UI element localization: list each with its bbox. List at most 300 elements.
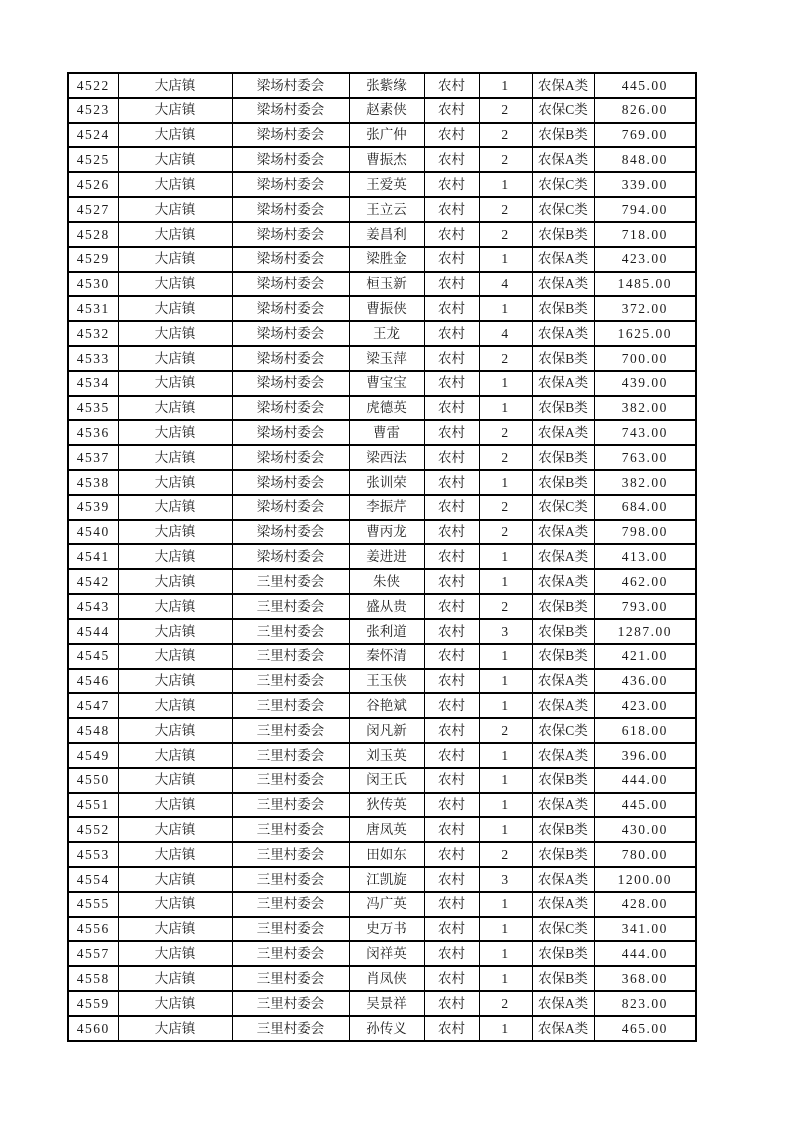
cell-town: 大店镇 [118, 793, 232, 818]
cell-village: 三里村委会 [232, 768, 349, 793]
cell-amount: 700.00 [594, 346, 696, 371]
cell-id: 4549 [68, 743, 118, 768]
cell-village: 梁场村委会 [232, 445, 349, 470]
cell-amount: 823.00 [594, 991, 696, 1016]
cell-amount: 423.00 [594, 247, 696, 272]
cell-name: 虎德英 [349, 396, 424, 421]
table-row [68, 991, 696, 1016]
cell-id: 4525 [68, 147, 118, 172]
cell-amount: 826.00 [594, 98, 696, 123]
cell-amount: 382.00 [594, 470, 696, 495]
cell-residence: 农村 [424, 619, 479, 644]
cell-village: 梁场村委会 [232, 420, 349, 445]
cell-name: 孙传义 [349, 1016, 424, 1041]
cell-amount: 684.00 [594, 495, 696, 520]
cell-town: 大店镇 [118, 445, 232, 470]
cell-name: 梁玉萍 [349, 346, 424, 371]
table-row [68, 743, 696, 768]
cell-village: 梁场村委会 [232, 371, 349, 396]
cell-count: 1 [479, 966, 532, 991]
cell-amount: 780.00 [594, 842, 696, 867]
cell-amount: 382.00 [594, 396, 696, 421]
records-table-container [67, 72, 695, 1042]
cell-id: 4535 [68, 396, 118, 421]
cell-count: 2 [479, 718, 532, 743]
cell-amount: 413.00 [594, 544, 696, 569]
cell-town: 大店镇 [118, 98, 232, 123]
cell-town: 大店镇 [118, 842, 232, 867]
table-row [68, 1016, 696, 1041]
cell-count: 1 [479, 247, 532, 272]
cell-town: 大店镇 [118, 569, 232, 594]
cell-type: 农保A类 [532, 73, 594, 98]
cell-village: 梁场村委会 [232, 296, 349, 321]
cell-amount: 445.00 [594, 73, 696, 98]
cell-count: 2 [479, 222, 532, 247]
cell-village: 梁场村委会 [232, 98, 349, 123]
cell-id: 4528 [68, 222, 118, 247]
cell-type: 农保B类 [532, 619, 594, 644]
cell-amount: 1287.00 [594, 619, 696, 644]
table-row [68, 371, 696, 396]
cell-town: 大店镇 [118, 619, 232, 644]
cell-name: 朱侠 [349, 569, 424, 594]
cell-amount: 430.00 [594, 817, 696, 842]
cell-town: 大店镇 [118, 718, 232, 743]
cell-id: 4552 [68, 817, 118, 842]
cell-name: 姜进进 [349, 544, 424, 569]
cell-id: 4541 [68, 544, 118, 569]
cell-village: 梁场村委会 [232, 396, 349, 421]
cell-town: 大店镇 [118, 172, 232, 197]
cell-residence: 农村 [424, 743, 479, 768]
records-table-body [68, 73, 696, 1041]
cell-count: 2 [479, 842, 532, 867]
cell-residence: 农村 [424, 222, 479, 247]
cell-name: 梁西法 [349, 445, 424, 470]
cell-id: 4539 [68, 495, 118, 520]
cell-type: 农保B类 [532, 296, 594, 321]
table-row [68, 420, 696, 445]
cell-town: 大店镇 [118, 520, 232, 545]
table-row [68, 123, 696, 148]
cell-amount: 372.00 [594, 296, 696, 321]
cell-residence: 农村 [424, 966, 479, 991]
cell-type: 农保A类 [532, 693, 594, 718]
cell-town: 大店镇 [118, 123, 232, 148]
cell-amount: 462.00 [594, 569, 696, 594]
cell-name: 桓玉新 [349, 272, 424, 297]
cell-residence: 农村 [424, 917, 479, 942]
cell-residence: 农村 [424, 272, 479, 297]
cell-name: 张广仲 [349, 123, 424, 148]
cell-count: 1 [479, 470, 532, 495]
cell-type: 农保B类 [532, 123, 594, 148]
cell-type: 农保B类 [532, 941, 594, 966]
cell-name: 吴景祥 [349, 991, 424, 1016]
cell-residence: 农村 [424, 247, 479, 272]
cell-village: 三里村委会 [232, 718, 349, 743]
cell-name: 曹振杰 [349, 147, 424, 172]
cell-type: 农保A类 [532, 147, 594, 172]
cell-town: 大店镇 [118, 420, 232, 445]
table-row [68, 296, 696, 321]
cell-residence: 农村 [424, 892, 479, 917]
cell-amount: 798.00 [594, 520, 696, 545]
cell-residence: 农村 [424, 147, 479, 172]
table-row [68, 73, 696, 98]
cell-name: 狄传英 [349, 793, 424, 818]
cell-id: 4529 [68, 247, 118, 272]
cell-residence: 农村 [424, 569, 479, 594]
table-row [68, 619, 696, 644]
cell-count: 2 [479, 197, 532, 222]
cell-type: 农保C类 [532, 172, 594, 197]
table-row [68, 718, 696, 743]
cell-count: 2 [479, 445, 532, 470]
cell-count: 1 [479, 396, 532, 421]
cell-village: 三里村委会 [232, 867, 349, 892]
cell-type: 农保A类 [532, 321, 594, 346]
cell-residence: 农村 [424, 1016, 479, 1041]
cell-town: 大店镇 [118, 917, 232, 942]
cell-count: 2 [479, 123, 532, 148]
cell-amount: 368.00 [594, 966, 696, 991]
table-row [68, 321, 696, 346]
cell-count: 2 [479, 147, 532, 172]
cell-id: 4557 [68, 941, 118, 966]
cell-village: 三里村委会 [232, 619, 349, 644]
cell-id: 4555 [68, 892, 118, 917]
cell-count: 1 [479, 296, 532, 321]
cell-residence: 农村 [424, 197, 479, 222]
cell-type: 农保C类 [532, 495, 594, 520]
cell-residence: 农村 [424, 73, 479, 98]
cell-village: 三里村委会 [232, 941, 349, 966]
cell-town: 大店镇 [118, 991, 232, 1016]
cell-residence: 农村 [424, 718, 479, 743]
cell-village: 梁场村委会 [232, 73, 349, 98]
cell-count: 1 [479, 793, 532, 818]
cell-type: 农保C类 [532, 197, 594, 222]
cell-type: 农保A类 [532, 669, 594, 694]
cell-town: 大店镇 [118, 544, 232, 569]
cell-village: 梁场村委会 [232, 247, 349, 272]
cell-town: 大店镇 [118, 743, 232, 768]
cell-amount: 848.00 [594, 147, 696, 172]
cell-id: 4556 [68, 917, 118, 942]
cell-name: 闵祥英 [349, 941, 424, 966]
cell-village: 梁场村委会 [232, 172, 349, 197]
cell-village: 三里村委会 [232, 594, 349, 619]
cell-count: 1 [479, 644, 532, 669]
cell-id: 4559 [68, 991, 118, 1016]
cell-type: 农保C类 [532, 917, 594, 942]
cell-residence: 农村 [424, 470, 479, 495]
cell-town: 大店镇 [118, 495, 232, 520]
cell-amount: 1200.00 [594, 867, 696, 892]
cell-id: 4533 [68, 346, 118, 371]
cell-amount: 793.00 [594, 594, 696, 619]
cell-village: 梁场村委会 [232, 147, 349, 172]
cell-count: 1 [479, 917, 532, 942]
cell-village: 梁场村委会 [232, 197, 349, 222]
cell-id: 4550 [68, 768, 118, 793]
table-row [68, 867, 696, 892]
cell-town: 大店镇 [118, 966, 232, 991]
cell-count: 2 [479, 594, 532, 619]
cell-village: 三里村委会 [232, 917, 349, 942]
cell-village: 梁场村委会 [232, 321, 349, 346]
table-row [68, 892, 696, 917]
table-row [68, 941, 696, 966]
cell-town: 大店镇 [118, 371, 232, 396]
cell-id: 4527 [68, 197, 118, 222]
cell-id: 4554 [68, 867, 118, 892]
cell-amount: 445.00 [594, 793, 696, 818]
cell-count: 1 [479, 371, 532, 396]
cell-name: 曹丙龙 [349, 520, 424, 545]
cell-amount: 339.00 [594, 172, 696, 197]
cell-village: 三里村委会 [232, 569, 349, 594]
cell-name: 王爱英 [349, 172, 424, 197]
cell-type: 农保A类 [532, 247, 594, 272]
cell-id: 4548 [68, 718, 118, 743]
cell-residence: 农村 [424, 98, 479, 123]
table-row [68, 272, 696, 297]
cell-residence: 农村 [424, 817, 479, 842]
cell-village: 三里村委会 [232, 991, 349, 1016]
cell-type: 农保A类 [532, 793, 594, 818]
cell-id: 4537 [68, 445, 118, 470]
table-row [68, 594, 696, 619]
cell-village: 三里村委会 [232, 669, 349, 694]
cell-type: 农保B类 [532, 222, 594, 247]
cell-count: 1 [479, 172, 532, 197]
table-row [68, 495, 696, 520]
cell-name: 闵凡新 [349, 718, 424, 743]
cell-count: 1 [479, 941, 532, 966]
cell-town: 大店镇 [118, 197, 232, 222]
cell-residence: 农村 [424, 941, 479, 966]
cell-id: 4558 [68, 966, 118, 991]
cell-count: 1 [479, 669, 532, 694]
cell-type: 农保B类 [532, 594, 594, 619]
cell-count: 2 [479, 98, 532, 123]
cell-name: 闵王氏 [349, 768, 424, 793]
cell-name: 姜昌利 [349, 222, 424, 247]
cell-type: 农保C类 [532, 718, 594, 743]
cell-count: 1 [479, 73, 532, 98]
cell-name: 刘玉英 [349, 743, 424, 768]
cell-amount: 1625.00 [594, 321, 696, 346]
cell-village: 三里村委会 [232, 842, 349, 867]
cell-count: 1 [479, 892, 532, 917]
cell-count: 1 [479, 768, 532, 793]
cell-residence: 农村 [424, 495, 479, 520]
cell-town: 大店镇 [118, 892, 232, 917]
cell-village: 梁场村委会 [232, 495, 349, 520]
cell-type: 农保B类 [532, 768, 594, 793]
cell-village: 梁场村委会 [232, 544, 349, 569]
table-row [68, 817, 696, 842]
table-row [68, 520, 696, 545]
cell-id: 4531 [68, 296, 118, 321]
cell-count: 2 [479, 991, 532, 1016]
cell-count: 3 [479, 867, 532, 892]
cell-name: 王龙 [349, 321, 424, 346]
cell-count: 3 [479, 619, 532, 644]
cell-type: 农保A类 [532, 569, 594, 594]
cell-village: 梁场村委会 [232, 346, 349, 371]
cell-village: 三里村委会 [232, 966, 349, 991]
cell-id: 4540 [68, 520, 118, 545]
cell-name: 唐凤英 [349, 817, 424, 842]
cell-residence: 农村 [424, 768, 479, 793]
cell-id: 4542 [68, 569, 118, 594]
cell-id: 4532 [68, 321, 118, 346]
cell-village: 梁场村委会 [232, 222, 349, 247]
cell-town: 大店镇 [118, 644, 232, 669]
cell-count: 1 [479, 569, 532, 594]
table-row [68, 917, 696, 942]
cell-residence: 农村 [424, 445, 479, 470]
cell-town: 大店镇 [118, 693, 232, 718]
cell-amount: 421.00 [594, 644, 696, 669]
cell-name: 冯广英 [349, 892, 424, 917]
cell-amount: 428.00 [594, 892, 696, 917]
cell-id: 4551 [68, 793, 118, 818]
cell-name: 田如东 [349, 842, 424, 867]
cell-id: 4524 [68, 123, 118, 148]
cell-type: 农保A类 [532, 867, 594, 892]
cell-type: 农保A类 [532, 520, 594, 545]
cell-village: 三里村委会 [232, 817, 349, 842]
cell-town: 大店镇 [118, 867, 232, 892]
table-row [68, 247, 696, 272]
cell-id: 4530 [68, 272, 118, 297]
cell-name: 江凯旋 [349, 867, 424, 892]
cell-type: 农保B类 [532, 817, 594, 842]
cell-amount: 1485.00 [594, 272, 696, 297]
cell-town: 大店镇 [118, 669, 232, 694]
cell-residence: 农村 [424, 644, 479, 669]
cell-town: 大店镇 [118, 768, 232, 793]
table-row [68, 98, 696, 123]
cell-village: 梁场村委会 [232, 123, 349, 148]
cell-count: 4 [479, 272, 532, 297]
cell-town: 大店镇 [118, 296, 232, 321]
cell-village: 梁场村委会 [232, 470, 349, 495]
cell-amount: 439.00 [594, 371, 696, 396]
cell-name: 曹雷 [349, 420, 424, 445]
cell-id: 4538 [68, 470, 118, 495]
cell-id: 4534 [68, 371, 118, 396]
table-row [68, 222, 696, 247]
cell-residence: 农村 [424, 669, 479, 694]
cell-name: 张紫缘 [349, 73, 424, 98]
cell-residence: 农村 [424, 123, 479, 148]
table-row [68, 644, 696, 669]
cell-amount: 743.00 [594, 420, 696, 445]
cell-residence: 农村 [424, 793, 479, 818]
table-row [68, 396, 696, 421]
cell-name: 张训荣 [349, 470, 424, 495]
cell-name: 王玉侠 [349, 669, 424, 694]
cell-residence: 农村 [424, 693, 479, 718]
cell-amount: 718.00 [594, 222, 696, 247]
cell-type: 农保B类 [532, 644, 594, 669]
cell-residence: 农村 [424, 296, 479, 321]
table-row [68, 768, 696, 793]
cell-amount: 436.00 [594, 669, 696, 694]
cell-village: 梁场村委会 [232, 520, 349, 545]
cell-amount: 341.00 [594, 917, 696, 942]
cell-count: 1 [479, 544, 532, 569]
cell-id: 4553 [68, 842, 118, 867]
cell-type: 农保B类 [532, 842, 594, 867]
cell-count: 2 [479, 420, 532, 445]
cell-name: 谷艳斌 [349, 693, 424, 718]
cell-count: 2 [479, 346, 532, 371]
cell-amount: 396.00 [594, 743, 696, 768]
cell-town: 大店镇 [118, 73, 232, 98]
cell-type: 农保B类 [532, 470, 594, 495]
cell-id: 4546 [68, 669, 118, 694]
cell-type: 农保A类 [532, 743, 594, 768]
cell-residence: 农村 [424, 172, 479, 197]
cell-count: 2 [479, 520, 532, 545]
cell-village: 梁场村委会 [232, 272, 349, 297]
cell-count: 2 [479, 495, 532, 520]
table-row [68, 569, 696, 594]
cell-village: 三里村委会 [232, 793, 349, 818]
table-row [68, 842, 696, 867]
cell-name: 史万书 [349, 917, 424, 942]
cell-name: 梁胜金 [349, 247, 424, 272]
cell-village: 三里村委会 [232, 644, 349, 669]
cell-residence: 农村 [424, 991, 479, 1016]
cell-name: 曹宝宝 [349, 371, 424, 396]
cell-village: 三里村委会 [232, 743, 349, 768]
cell-type: 农保C类 [532, 98, 594, 123]
cell-residence: 农村 [424, 544, 479, 569]
cell-town: 大店镇 [118, 594, 232, 619]
cell-amount: 444.00 [594, 768, 696, 793]
cell-count: 1 [479, 693, 532, 718]
cell-type: 农保B类 [532, 346, 594, 371]
table-row [68, 470, 696, 495]
table-row [68, 147, 696, 172]
table-row [68, 445, 696, 470]
cell-id: 4526 [68, 172, 118, 197]
cell-count: 1 [479, 817, 532, 842]
table-row [68, 793, 696, 818]
cell-name: 盛从贵 [349, 594, 424, 619]
table-row [68, 197, 696, 222]
cell-type: 农保B类 [532, 966, 594, 991]
cell-amount: 769.00 [594, 123, 696, 148]
cell-residence: 农村 [424, 346, 479, 371]
cell-amount: 618.00 [594, 718, 696, 743]
cell-residence: 农村 [424, 396, 479, 421]
cell-name: 赵素侠 [349, 98, 424, 123]
cell-village: 三里村委会 [232, 892, 349, 917]
cell-residence: 农村 [424, 321, 479, 346]
cell-id: 4560 [68, 1016, 118, 1041]
cell-town: 大店镇 [118, 941, 232, 966]
cell-type: 农保A类 [532, 272, 594, 297]
